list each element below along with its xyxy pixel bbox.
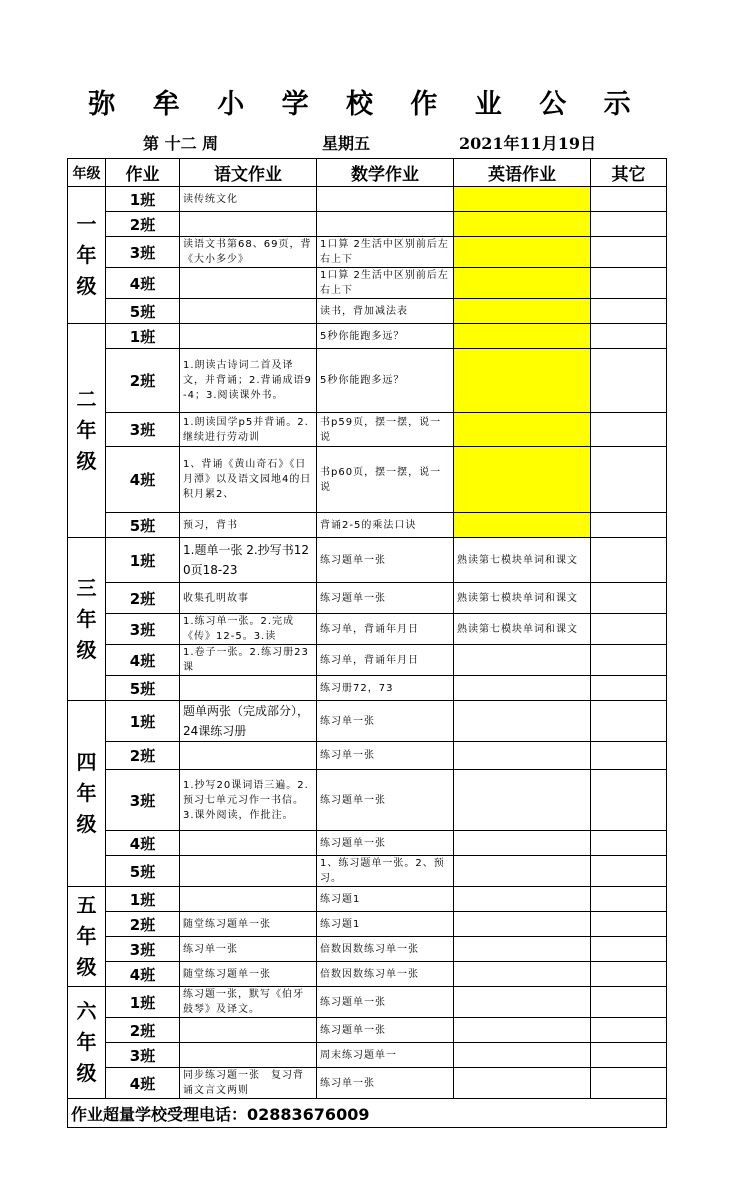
table-row — [68, 212, 667, 237]
english-cell — [454, 324, 591, 349]
math-cell — [317, 212, 454, 237]
class-cell: 5班 — [106, 856, 180, 887]
math-cell: 练习题单一张 — [317, 583, 454, 614]
class-cell: 4班 — [106, 962, 180, 987]
grade-char: 年 — [76, 781, 97, 805]
table-row — [68, 770, 667, 831]
other-cell — [591, 987, 667, 1018]
table-row — [68, 1068, 667, 1099]
math-cell: 1口算 2生活中区别前后左右上下 — [317, 268, 454, 299]
class-cell: 1班 — [106, 987, 180, 1018]
math-cell: 书p60页，摆一摆，说一说 — [317, 447, 454, 513]
math-cell: 练习题单一张 — [317, 987, 454, 1018]
english-cell — [454, 1018, 591, 1043]
english-cell — [454, 770, 591, 831]
english-cell — [454, 212, 591, 237]
table-row — [68, 538, 667, 583]
header-grade: 年级 — [68, 159, 106, 187]
chinese-cell: 同步练习题一张 复习背诵文言文两则 — [180, 1068, 317, 1099]
math-cell: 倍数因数练习单一张 — [317, 937, 454, 962]
english-cell — [454, 349, 591, 413]
math-cell: 练习题单一张 — [317, 538, 454, 583]
other-cell — [591, 856, 667, 887]
chinese-cell — [180, 831, 317, 856]
chinese-cell — [180, 1043, 317, 1068]
grade-char: 四 — [76, 750, 97, 774]
class-cell: 5班 — [106, 299, 180, 324]
math-cell: 练习题1 — [317, 887, 454, 912]
table-row — [68, 1018, 667, 1043]
class-cell: 3班 — [106, 937, 180, 962]
grade-char: 三 — [76, 575, 97, 600]
header-class: 作业 — [106, 159, 180, 187]
table-row — [68, 237, 667, 268]
grade-label — [68, 701, 106, 887]
grade-char: 一 — [76, 211, 97, 236]
class-cell: 2班 — [106, 349, 180, 413]
chinese-cell: 1.抄写20课词语三遍。2.预习七单元习作一书信。3.课外阅读，作批注。 — [180, 770, 317, 831]
grade-char: 级 — [76, 449, 97, 473]
class-cell: 4班 — [106, 447, 180, 513]
math-cell: 练习单一张 — [317, 742, 454, 770]
other-cell — [591, 324, 667, 349]
math-cell: 练习单，背诵年月日 — [317, 645, 454, 676]
table-row — [68, 349, 667, 413]
chinese-cell — [180, 212, 317, 237]
table-row — [68, 937, 667, 962]
class-cell: 1班 — [106, 538, 180, 583]
chinese-cell — [180, 887, 317, 912]
table-row — [68, 513, 667, 538]
english-cell — [454, 299, 591, 324]
other-cell — [591, 413, 667, 447]
english-cell — [454, 1043, 591, 1068]
chinese-cell: 1.练习单一张。2.完成《传》12-5。3.读 — [180, 614, 317, 645]
header-chinese: 语文作业 — [180, 159, 317, 187]
other-cell — [591, 1018, 667, 1043]
english-cell — [454, 447, 591, 513]
other-cell — [591, 1068, 667, 1099]
page-title: 弥 牟 小 学 校 作 业 公 示 — [88, 89, 645, 120]
grade-char: 年 — [76, 924, 97, 948]
other-cell — [591, 770, 667, 831]
chinese-cell: 1、背诵《黄山奇石》《日月潭》以及语文园地4的日积月累2、 — [180, 447, 317, 513]
english-cell — [454, 513, 591, 538]
english-cell: 熟读第七模块单词和课文 — [454, 538, 591, 583]
class-cell: 4班 — [106, 831, 180, 856]
grade-char: 级 — [76, 812, 97, 836]
grade-label — [68, 887, 106, 987]
class-cell: 4班 — [106, 645, 180, 676]
grade-char: 年 — [76, 1030, 97, 1054]
class-cell: 2班 — [106, 912, 180, 937]
table-row — [68, 1043, 667, 1068]
math-cell — [317, 187, 454, 212]
class-cell: 2班 — [106, 212, 180, 237]
other-cell — [591, 538, 667, 583]
chinese-cell: 收集孔明故事 — [180, 583, 317, 614]
grade-char: 年 — [76, 606, 97, 631]
other-cell — [591, 447, 667, 513]
week-label: 第 十二 周 — [143, 134, 219, 153]
header-other: 其它 — [591, 159, 667, 187]
grade-char: 级 — [76, 637, 97, 662]
chinese-cell — [180, 324, 317, 349]
class-cell: 3班 — [106, 770, 180, 831]
table-row — [68, 413, 667, 447]
english-cell — [454, 413, 591, 447]
math-cell: 练习题单一张 — [317, 831, 454, 856]
class-cell: 1班 — [106, 701, 180, 742]
table-row — [68, 324, 667, 349]
table-row — [68, 962, 667, 987]
english-cell — [454, 987, 591, 1018]
chinese-cell — [180, 742, 317, 770]
grade-char: 级 — [76, 273, 97, 298]
table-row — [68, 831, 667, 856]
grade-char: 级 — [76, 1061, 97, 1085]
class-cell: 1班 — [106, 187, 180, 212]
table-row — [68, 268, 667, 299]
table-row — [68, 676, 667, 701]
chinese-cell: 预习，背书 — [180, 513, 317, 538]
grade-char: 六 — [76, 999, 97, 1023]
english-cell — [454, 701, 591, 742]
grade-char: 年 — [76, 418, 97, 442]
grade-label — [68, 324, 106, 538]
chinese-cell: 1.题单一张 2.抄写书120页18-23 — [180, 538, 317, 583]
chinese-cell — [180, 676, 317, 701]
other-cell — [591, 962, 667, 987]
grade-label — [68, 187, 106, 324]
chinese-cell — [180, 268, 317, 299]
table-row — [68, 887, 667, 912]
class-cell: 1班 — [106, 887, 180, 912]
table-row — [68, 187, 667, 212]
other-cell — [591, 583, 667, 614]
class-cell: 2班 — [106, 583, 180, 614]
chinese-cell: 1.朗读国学p5并背诵。2.继续进行劳动训 — [180, 413, 317, 447]
other-cell — [591, 268, 667, 299]
math-cell: 书p59页，摆一摆，说一说 — [317, 413, 454, 447]
class-cell: 1班 — [106, 324, 180, 349]
math-cell: 练习单一张 — [317, 1068, 454, 1099]
other-cell — [591, 349, 667, 413]
chinese-cell — [180, 856, 317, 887]
grade-label — [68, 987, 106, 1099]
english-cell: 熟读第七模块单词和课文 — [454, 583, 591, 614]
other-cell — [591, 187, 667, 212]
math-cell: 5秒你能跑多远？ — [317, 349, 454, 413]
other-cell — [591, 701, 667, 742]
math-cell: 周末练习题单一 — [317, 1043, 454, 1068]
table-row — [68, 614, 667, 645]
class-cell: 5班 — [106, 513, 180, 538]
other-cell — [591, 912, 667, 937]
other-cell — [591, 742, 667, 770]
grade-label — [68, 538, 106, 701]
header-english: 英语作业 — [454, 159, 591, 187]
table-row — [68, 299, 667, 324]
english-cell — [454, 887, 591, 912]
table-row — [68, 645, 667, 676]
math-cell: 读书，背加减法表 — [317, 299, 454, 324]
other-cell — [591, 887, 667, 912]
class-cell: 2班 — [106, 742, 180, 770]
english-cell — [454, 645, 591, 676]
english-cell — [454, 187, 591, 212]
chinese-cell: 1.卷子一张。2.练习册23课 — [180, 645, 317, 676]
math-cell: 练习题单一张 — [317, 1018, 454, 1043]
math-cell: 1口算 2生活中区别前后左右上下 — [317, 237, 454, 268]
table-row — [68, 987, 667, 1018]
math-cell: 背诵2-5的乘法口诀 — [317, 513, 454, 538]
english-cell — [454, 912, 591, 937]
class-cell: 2班 — [106, 1018, 180, 1043]
table-row — [68, 447, 667, 513]
chinese-cell — [180, 1018, 317, 1043]
chinese-cell: 读传统文化 — [180, 187, 317, 212]
other-cell — [591, 299, 667, 324]
chinese-cell: 练习题一张，默写《伯牙鼓琴》及译文。 — [180, 987, 317, 1018]
table-row — [68, 583, 667, 614]
grade-char: 五 — [76, 893, 97, 917]
math-cell: 练习题1 — [317, 912, 454, 937]
class-cell: 4班 — [106, 1068, 180, 1099]
table-row — [68, 856, 667, 887]
class-cell: 3班 — [106, 237, 180, 268]
math-cell: 练习题单一张 — [317, 770, 454, 831]
grade-char: 年 — [76, 242, 97, 267]
math-cell: 1、练习题单一张。2、预习。 — [317, 856, 454, 887]
chinese-cell: 练习单一张 — [180, 937, 317, 962]
math-cell: 倍数因数练习单一张 — [317, 962, 454, 987]
header-math: 数学作业 — [317, 159, 454, 187]
english-cell — [454, 962, 591, 987]
english-cell — [454, 937, 591, 962]
table-row — [68, 742, 667, 770]
chinese-cell: 题单两张（完成部分），24课练习册 — [180, 701, 317, 742]
math-cell: 练习册72，73 — [317, 676, 454, 701]
other-cell — [591, 831, 667, 856]
day-label: 星期五 — [322, 134, 371, 153]
math-cell: 5秒你能跑多远？ — [317, 324, 454, 349]
other-cell — [591, 212, 667, 237]
other-cell — [591, 237, 667, 268]
english-cell — [454, 268, 591, 299]
table-row — [68, 912, 667, 937]
footer-row — [68, 1099, 667, 1128]
english-cell — [454, 237, 591, 268]
english-cell — [454, 831, 591, 856]
complaint-phone: 作业超量学校受理电话：02883676009 — [68, 1099, 667, 1128]
other-cell — [591, 513, 667, 538]
chinese-cell: 1.朗读古诗词二首及译文，并背诵；2.背诵成语9-4；3.阅读课外书。 — [180, 349, 317, 413]
other-cell — [591, 645, 667, 676]
english-cell — [454, 676, 591, 701]
header-row — [68, 159, 667, 187]
english-cell: 熟读第七模块单词和课文 — [454, 614, 591, 645]
english-cell — [454, 742, 591, 770]
chinese-cell — [180, 299, 317, 324]
other-cell — [591, 937, 667, 962]
grade-char: 二 — [76, 387, 97, 411]
chinese-cell: 读语文书第68、69页，背《大小多少》 — [180, 237, 317, 268]
english-cell — [454, 856, 591, 887]
homework-table — [67, 158, 667, 1128]
chinese-cell: 随堂练习题单一张 — [180, 912, 317, 937]
class-cell: 4班 — [106, 268, 180, 299]
other-cell — [591, 676, 667, 701]
english-cell — [454, 1068, 591, 1099]
other-cell — [591, 1043, 667, 1068]
math-cell: 练习单一张 — [317, 701, 454, 742]
date-label: 2021年11月19日 — [459, 134, 597, 153]
grade-char: 级 — [76, 955, 97, 979]
table-row — [68, 701, 667, 742]
other-cell — [591, 614, 667, 645]
class-cell: 5班 — [106, 676, 180, 701]
class-cell: 3班 — [106, 413, 180, 447]
class-cell: 3班 — [106, 614, 180, 645]
math-cell: 练习单，背诵年月日 — [317, 614, 454, 645]
chinese-cell: 随堂练习题单一张 — [180, 962, 317, 987]
class-cell: 3班 — [106, 1043, 180, 1068]
